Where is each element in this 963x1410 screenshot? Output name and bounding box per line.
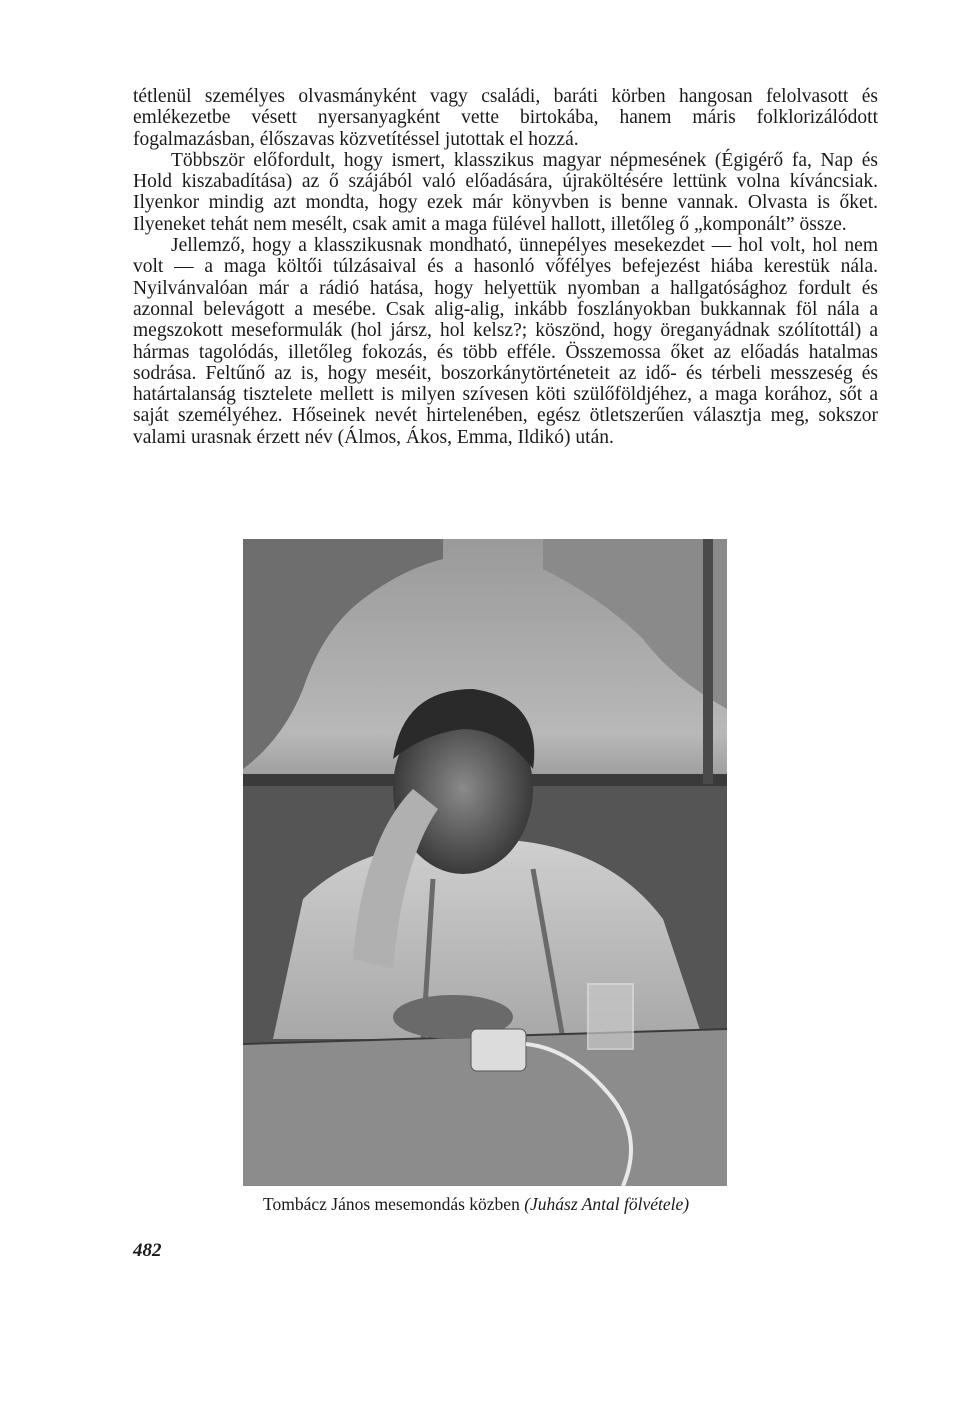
paragraph-2: Többször előfordult, hogy ismert, klasszikus magyar népmesének (Égigérő fa, Nap és Hold kiszabadítása) az ő szájából való előadására, újraköltésére lettünk volna kíváncsiak. Ilyenkor mindig azt mondta, hogy ezek már könyvben is benne vannak. Olvasta is őket. Ilyeneket tehát nem mesélt, csak amit a maga fülével hallott, illetőleg ő „komponált” össze. bbox=[133, 149, 878, 235]
page-number: 482 bbox=[133, 1240, 162, 1261]
figure-caption bbox=[263, 1194, 689, 1215]
paragraph-1: tétlenül személyes olvasmányként vagy családi, baráti körben hangosan felolvasott és emlékezetbe vésett nyersanyagként vette birtokába, hanem máris folklorizálódott fogalmazásban, élőszavas közvetítéssel jutottak el hozzá. bbox=[133, 86, 878, 150]
photograph bbox=[243, 539, 727, 1186]
caption-text: Tombácz János mesemondás közben bbox=[263, 1194, 525, 1214]
body-text bbox=[133, 86, 878, 448]
caption-credit: (Juhász Antal fölvétele) bbox=[524, 1194, 690, 1214]
paragraph-3: Jellemző, hogy a klasszikusnak mondható, ünnepélyes mesekezdet — hol volt, hol nem volt — a maga költői túlzásaival és a hasonló vőfélyes befejezést hiába kerestük nála. Nyilvánvalóan már a rádió hatása, hogy helyettük nyomban a hallgatósághoz fordult és azonnal belevágott a mesébe. Csak alig-alig, inkább foszlányokban bukkannak föl nála a megszokott meseformulák (hol jársz, hol kelsz?; köszönd, hogy öreganyádnak szólítottál) a hármas tagolódás, illetőleg fokozás, és több efféle. Összemossa őket az előadás hatalmas sodrása. Feltűnő az is, hogy meséit, boszorkánytörténeteit az idő- és térbeli messzeség és határtalanság tisztelete mellett is milyen szívesen köti szülőföldjéhez, a maga korához, sőt a saját személyéhez. Hőseinek nevét hirtelenében, egész ötletszerűen választja meg, sokszor valami urasnak érzett név (Álmos, Ákos, Emma, Ildikó) után. bbox=[133, 235, 878, 448]
